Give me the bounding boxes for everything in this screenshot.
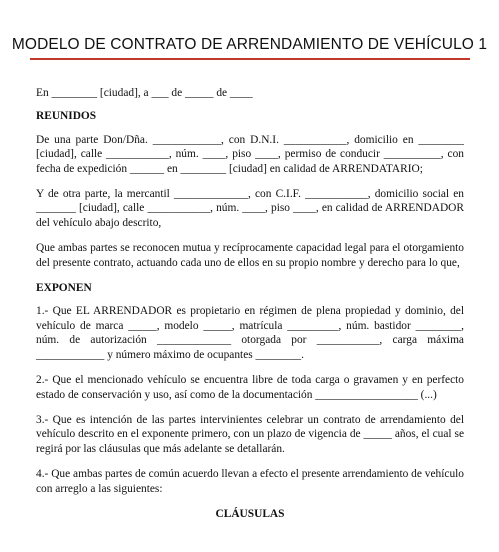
reunidos-paragraph-2: Y de otra parte, la mercantil _____________, con C.I.F. ___________, domicilio social en _______ [ciudad], calle ___________, núm. ____, piso ____, en calidad de ARRENDADOR del vehículo abajo descrito, [36, 188, 464, 229]
clausulas-heading: CLÁUSULAS [215, 507, 285, 520]
title-underline [30, 58, 470, 60]
date-line: En ________ [ciudad], a ___ de _____ de ____ [36, 87, 253, 99]
reunidos-paragraph-3: Que ambas partes se reconocen mutua y recíprocamente capacidad legal para el otorgamiento del presente contrato, actuando cada uno de ellos en su propio nombre y derecho para lo que, [36, 242, 464, 269]
exponen-paragraph-3: 3.- Que es intención de las partes intervinientes celebrar un contrato de arrendamiento del vehículo descrito en el exponente primero, con un plazo de vigencia de _____ años, el cual se regirá por las cláusulas que más adelante se detallarán. [36, 413, 464, 455]
exponen-paragraph-4: 4.- Que ambas partes de común acuerdo llevan a efecto el presente arrendamiento de vehículo con arreglo a las siguientes: [36, 468, 464, 495]
reunidos-heading: REUNIDOS [36, 110, 97, 123]
reunidos-paragraph-1: De una parte Don/Dña. ____________, con D.N.I. ___________, domicilio en ________ [ciudad], calle ___________, núm. ____, piso ____, permiso de conducir __________, con fecha de expedición ______ en ________ [ciudad] en calidad de ARRENDATARIO; [36, 133, 464, 175]
document-body [36, 86, 464, 521]
exponen-paragraph-2: 2.- Que el mencionado vehículo se encuentra libre de toda carga o gravamen y en perfecto estado de conservación y uso, así como de la documentación __________________ (...) [36, 374, 464, 401]
document-title: MODELO DE CONTRATO DE ARRENDAMIENTO DE VEHÍCULO 1 [11, 36, 488, 53]
exponen-heading: EXPONEN [36, 282, 92, 295]
exponen-paragraph-1: 1.- Que EL ARRENDADOR es propietario en régimen de plena propiedad y dominio, del vehículo de marca _____, modelo _____, matrícula _________, núm. bastidor ________, núm. de autorización _____________ otorgada por ___________, carga máxima ____________ y número máximo de ocupantes ________. [36, 305, 464, 361]
